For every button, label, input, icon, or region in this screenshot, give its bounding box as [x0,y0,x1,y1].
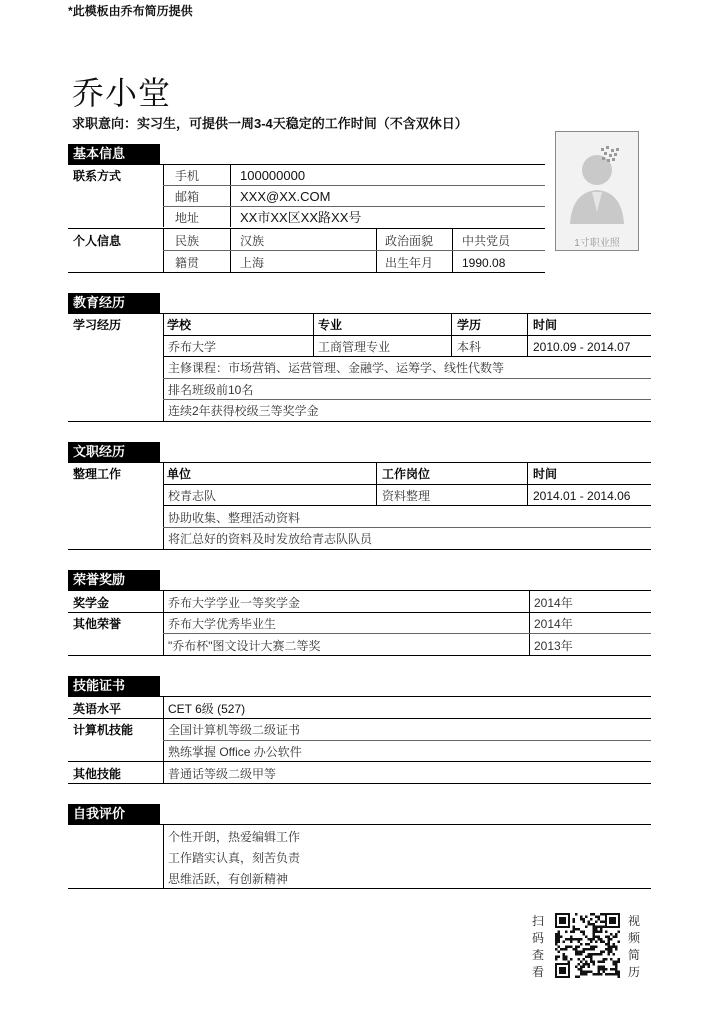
edu-major: 工商管理专业 [318,340,391,354]
section-header-skills: 技能证书 [68,676,160,696]
edu-detail: 连续2年获得校级三等奖学金 [168,404,319,418]
section-divider [68,313,651,314]
edu-time: 2010.09 - 2014.07 [533,340,631,354]
politics-label: 政治面貌 [385,234,434,248]
birth-value: 1990.08 [462,256,506,270]
edu-header-time: 时间 [533,318,558,332]
self-evaluation-item: 个性开朗，热爱编辑工作 [168,830,301,844]
qr-code-icon[interactable] [555,913,620,978]
section-header-honors: 荣誉奖励 [68,570,160,590]
politics-value: 中共党员 [462,234,511,248]
english-label: 英语水平 [73,702,122,716]
table-border [163,505,651,506]
section-header-work: 文职经历 [68,442,160,462]
table-border [163,484,651,485]
edu-detail: 主修课程：市场营销、运营管理、金融学、运筹学、线性代数等 [168,361,505,375]
email-label: 邮箱 [175,190,200,204]
work-header-time: 时间 [533,467,558,481]
section-header-self: 自我评价 [68,804,160,824]
work-position: 资料整理 [382,489,431,503]
section-divider [68,462,651,463]
honor-name: 乔布大学优秀毕业生 [168,617,277,631]
self-evaluation-item: 思维活跃，有创新精神 [168,872,289,886]
scholarship-label: 奖学金 [73,596,110,610]
work-unit: 校青志队 [168,489,217,503]
qr-right-caption: 视频简历 [627,914,640,979]
table-border [163,164,164,227]
edu-header-degree: 学历 [457,318,482,332]
table-border [230,164,231,227]
work-detail: 协助收集、整理活动资料 [168,511,301,525]
table-border [529,590,530,655]
study-label: 学习经历 [73,318,122,332]
edu-detail: 排名班级前10名 [168,383,254,397]
work-header-position: 工作岗位 [382,467,431,481]
ethnicity-value: 汉族 [240,234,265,248]
table-border [163,335,651,336]
section-divider [68,164,545,165]
edu-school: 乔布大学 [168,340,217,354]
origin-value: 上海 [240,256,265,270]
birth-label: 出生年月 [385,256,434,270]
honor-year: 2014年 [534,617,573,631]
honor-name: "乔布杯"图文设计大赛二等奖 [168,639,321,653]
contact-label: 联系方式 [73,169,122,183]
table-border [68,272,545,273]
table-border [68,888,651,889]
template-notice: *此模板由乔布简历提供 [68,4,193,18]
table-border [163,313,164,422]
edu-degree: 本科 [457,340,482,354]
computer-label: 计算机技能 [73,723,134,737]
edu-header-school: 学校 [167,318,192,332]
table-border [163,399,651,400]
profile-photo [555,131,639,251]
table-border [163,824,164,888]
work-label: 整理工作 [73,467,122,481]
other-skill: 普通话等级二级甲等 [168,767,277,781]
table-border [68,783,651,784]
qr-left-caption: 扫码查看 [531,914,544,979]
table-border [163,206,545,207]
other-skill-label: 其他技能 [73,767,122,781]
table-border [68,421,651,422]
table-border [163,633,651,634]
honor-year: 2013年 [534,639,573,653]
personal-info-label: 个人信息 [73,234,122,248]
computer-skill: 熟练掌握 Office 办公软件 [168,745,302,759]
ethnicity-label: 民族 [175,234,200,248]
table-border [163,590,164,655]
honor-name: 乔布大学学业一等奖学金 [168,596,301,610]
computer-skill: 全国计算机等级二级证书 [168,723,301,737]
section-header-basic: 基本信息 [68,144,160,164]
english-value: CET 6级 (527) [168,702,246,716]
section-divider [68,824,651,825]
honor-year: 2014年 [534,596,573,610]
section-header-education: 教育经历 [68,293,160,313]
job-intent: 求职意向：实习生，可提供一周3-4天稳定的工作时间（不含双休日） [72,116,468,131]
edu-header-major: 专业 [318,318,343,332]
other-honor-label: 其他荣誉 [73,617,122,631]
work-time: 2014.01 - 2014.06 [533,489,631,503]
person-silhouette-icon [556,132,638,250]
table-border [163,356,651,357]
table-border [68,655,651,656]
address-value: XX市XX区XX路XX号 [240,210,362,225]
table-border [163,250,545,251]
table-border [68,228,545,229]
table-border [68,549,651,550]
origin-label: 籍贯 [175,256,200,270]
work-header-unit: 单位 [167,467,192,481]
self-evaluation-item: 工作踏实认真，刻苦负责 [168,851,301,865]
work-detail: 将汇总好的资料及时发放给青志队队员 [168,532,373,546]
section-divider [68,590,651,591]
table-border [163,740,651,741]
table-border [163,527,651,528]
address-label: 地址 [175,211,200,225]
email-value: XXX@XX.COM [240,189,331,204]
candidate-name: 乔小堂 [72,74,172,112]
table-border [68,718,651,719]
section-divider [68,696,651,697]
table-border [68,761,651,762]
phone-value: 100000000 [240,168,306,183]
phone-label: 手机 [175,169,200,183]
photo-caption: 1寸职业照 [574,238,620,249]
table-border [163,185,545,186]
table-border [163,378,651,379]
table-border [68,612,651,613]
